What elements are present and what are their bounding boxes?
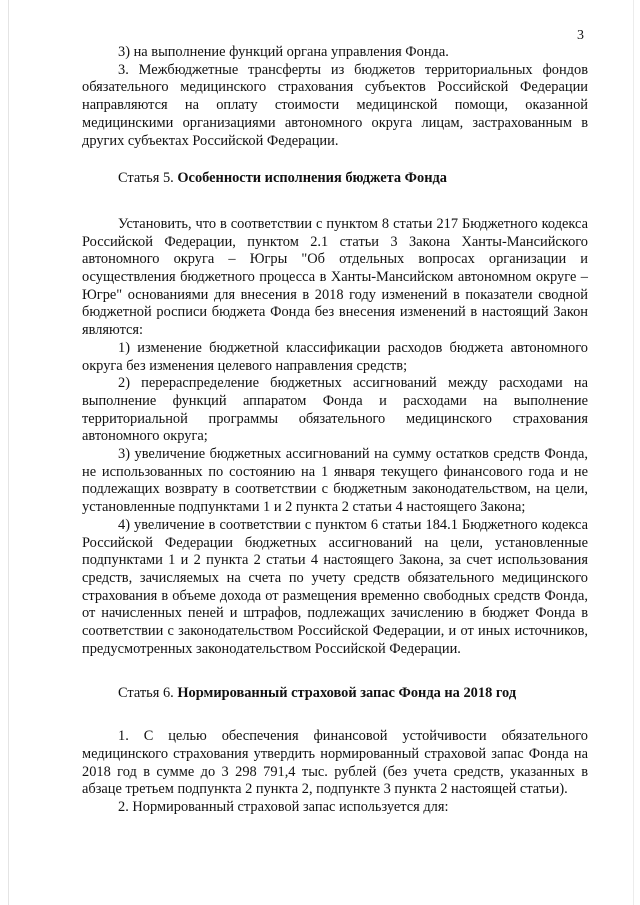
paragraph: 3. Межбюджетные трансферты из бюджетов территориальных фондов обязательного медицинского страхования субъектов Российской Федерации направляются на оплату стоимости медицинской помощи, оказанной медицинскими организациями автономного округа лицам, застрахованным в других субъектах Российской Федерации. bbox=[82, 61, 588, 149]
article-6-heading bbox=[82, 685, 588, 703]
paragraph: 4) увеличение в соответствии с пунктом 6 статьи 184.1 Бюджетного кодекса Российской Федерации бюджетных ассигнований на цели, установленные подпунктами 1 и 2 пункта 2 статьи 4 настоящего Закона, за счет использования средств, зачисляемых на счета по учету средств обязательного медицинского страхования в объеме дохода от размещения временно свободных средств Фонда, от начисленных пеней и штрафов, подлежащих зачислению в бюджет Фонда в соответствии с законодательством Российской Федерации, и от иных источников, предусмотренных законодательством Российской Федерации. bbox=[82, 516, 588, 657]
article-6-prefix: Статья 6. bbox=[118, 684, 178, 701]
document-body bbox=[82, 44, 588, 817]
page-number: 3 bbox=[577, 28, 584, 43]
paragraph: 3) увеличение бюджетных ассигнований на сумму остатков средств Фонда, не использованных по состоянию на 1 января текущего финансового года и не подлежащих возврату в соответствии с бюджетным законодательством, на цели, установленные подпунктами 1 и 2 пункта 2 статьи 4 настоящего Закона; bbox=[82, 446, 588, 516]
article-5-prefix: Статья 5. bbox=[118, 170, 178, 187]
paragraph: 2. Нормированный страховой запас используется для: bbox=[118, 799, 449, 816]
paragraph: 1. С целью обеспечения финансовой устойчивости обязательного медицинского страхования утвердить нормированный страховой запас Фонда на 2018 год в сумме до 3 298 791,4 тыс. рублей (без учета средств, указанных в абзаце третьем подпункта 2 пункта 2, подпункте 3 пункта 2 настоящей статьи). bbox=[82, 728, 588, 798]
paragraph: 2) перераспределение бюджетных ассигнований между расходами на выполнение функций аппаратом Фонда и расходами на выполнение территориальной программы обязательного медицинского страхования автономного округа; bbox=[82, 375, 588, 445]
article-5-title: Особенности исполнения бюджета Фонда bbox=[177, 170, 447, 187]
paragraph: Установить, что в соответствии с пунктом 8 статьи 217 Бюджетного кодекса Российской Федерации, пунктом 2.1 статьи 3 Закона Ханты-Мансийского автономного округа – Югры "Об отдельных вопросах организации и осуществления бюджетного процесса в Ханты-Мансийском автономном округе – Югре" основаниями для внесения в 2018 году изменений в показатели сводной бюджетной росписи бюджета Фонда без внесения изменений в настоящий Закон являются: bbox=[82, 215, 588, 339]
paragraph: 3) на выполнение функций органа управления Фонда. bbox=[118, 44, 449, 60]
scan-edge-right bbox=[633, 0, 634, 905]
paragraph: 1) изменение бюджетной классификации расходов бюджета автономного округа без изменения целевого направления средств; bbox=[82, 339, 588, 374]
scan-edge-left bbox=[8, 0, 9, 905]
article-5-heading bbox=[82, 170, 588, 188]
article-6-title: Нормированный страховой запас Фонда на 2018 год bbox=[177, 684, 517, 701]
